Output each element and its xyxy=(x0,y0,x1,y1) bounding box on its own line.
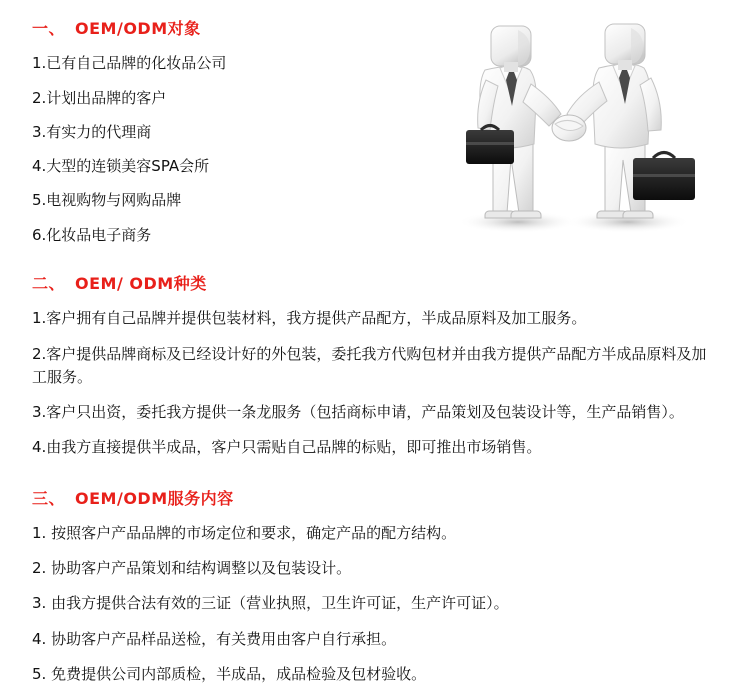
list-item: 4.大型的连锁美容SPA会所 xyxy=(32,157,210,176)
section-oem-odm-types xyxy=(32,273,725,460)
list-item: 3. 由我方提供合法有效的三证（营业执照，卫生许可证，生产许可证）。 xyxy=(32,594,509,613)
section-title xyxy=(32,488,725,510)
list-item: 1. 按照客户产品品牌的市场定位和要求，确定产品的配方结构。 xyxy=(32,523,457,542)
section-number: 三、 xyxy=(32,488,66,508)
list-item: 4.由我方直接提供半成品，客户只需贴自己品牌的标贴，即可推出市场销售。 xyxy=(32,438,542,457)
section-title xyxy=(32,18,725,40)
section-heading-text: OEM/ODM对象 xyxy=(75,19,201,38)
list-item: 2.计划出品牌的客户 xyxy=(32,88,167,107)
section-oem-odm-target xyxy=(32,18,725,247)
section-heading-text: OEM/ODM服务内容 xyxy=(75,488,234,508)
section-number: 二、 xyxy=(32,273,66,293)
section-title xyxy=(32,273,725,295)
list-item: 6.化妆品电子商务 xyxy=(32,225,152,244)
list-item: 4. 协助客户产品样品送检，有关费用由客户自行承担。 xyxy=(32,629,397,648)
section-oem-odm-services xyxy=(32,488,725,686)
list-item: 1.客户拥有自己品牌并提供包装材料，我方提供产品配方，半成品原料及加工服务。 xyxy=(32,309,587,328)
list-item: 3.客户只出资，委托我方提供一条龙服务（包括商标申请，产品策划及包装设计等，生产品销售）。 xyxy=(32,403,684,422)
list-item: 2.客户提供品牌商标及已经设计好的外包装，委托我方代购包材并由我方提供产品配方半成品原料及加工服务。 xyxy=(32,344,707,386)
section-heading-text: OEM/ ODM种类 xyxy=(75,273,207,293)
section-number: 一、 xyxy=(32,19,66,38)
list-item: 2. 协助客户产品策划和结构调整以及包装设计。 xyxy=(32,559,352,578)
list-item: 1.已有自己品牌的化妆品公司 xyxy=(32,54,227,73)
list-item: 3.有实力的代理商 xyxy=(32,122,152,141)
list-item: 5.电视购物与网购品牌 xyxy=(32,191,182,210)
list-item: 5. 免费提供公司内部质检，半成品，成品检验及包材验收。 xyxy=(32,664,427,683)
